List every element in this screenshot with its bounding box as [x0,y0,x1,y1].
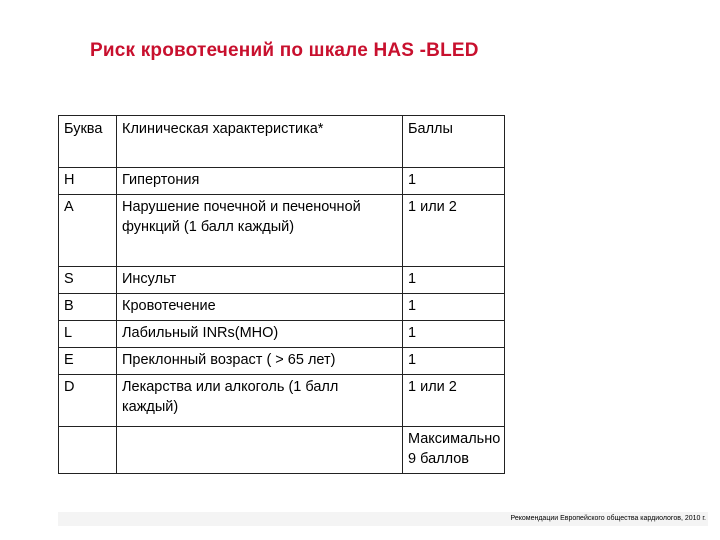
table-row [59,321,505,348]
table-row [59,195,505,267]
row-characteristic: Гипертония [117,168,403,195]
row-characteristic: Инсульт [117,267,403,294]
row-letter: E [59,348,117,375]
table-row [59,294,505,321]
row-points: 1 или 2 [403,375,505,427]
row-characteristic: Лабильный INRs(МНО) [117,321,403,348]
row-points: 1 [403,348,505,375]
row-letter: H [59,168,117,195]
row-points: 1 [403,294,505,321]
table-row [59,168,505,195]
header-characteristic: Клиническая характеристика* [117,116,403,168]
row-characteristic: Преклонный возраст ( > 65 лет) [117,348,403,375]
table-row [59,348,505,375]
row-letter: D [59,375,117,427]
row-letter: S [59,267,117,294]
row-characteristic: Лекарства или алкоголь (1 балл каждый) [117,375,403,427]
row-characteristic: Кровотечение [117,294,403,321]
total-points: Максимально 9 баллов [403,427,505,474]
header-letter: Буква [59,116,117,168]
table-row [59,267,505,294]
row-letter: B [59,294,117,321]
row-points: 1 [403,267,505,294]
table-total-row [59,427,505,474]
row-characteristic: Нарушение почечной и печеночной функций (1 балл каждый) [117,195,403,267]
table-row [59,375,505,427]
total-empty-cell [59,427,117,474]
footnote: Рекомендации Европейского общества кардиологов, 2010 г. [510,515,706,522]
row-points: 1 или 2 [403,195,505,267]
has-bled-table [58,115,505,474]
row-letter: L [59,321,117,348]
row-points: 1 [403,321,505,348]
total-empty-cell [117,427,403,474]
header-points: Баллы [403,116,505,168]
row-letter: A [59,195,117,267]
slide-title: Риск кровотечений по шкале HAS -BLED [90,40,479,61]
row-points: 1 [403,168,505,195]
table-header-row [59,116,505,168]
